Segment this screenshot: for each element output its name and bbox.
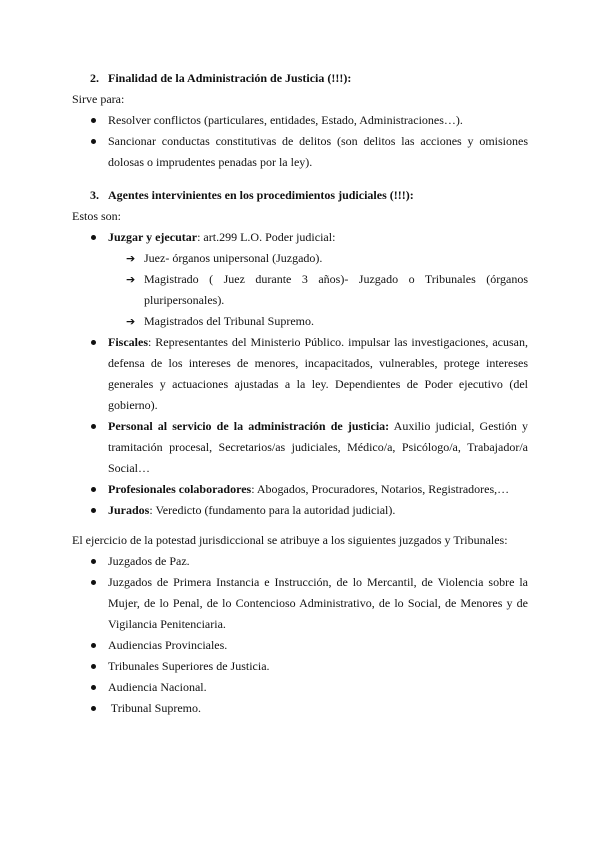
document-body — [72, 68, 528, 719]
list-item: Profesionales colaboradores: Abogados, Procuradores, Notarios, Registradores,… — [72, 479, 528, 500]
list-item: Audiencia Nacional. — [72, 677, 528, 698]
bullet-dot-icon — [91, 685, 96, 690]
bullet-dot-icon — [91, 643, 96, 648]
bullet-dot-icon — [91, 559, 96, 564]
bullet-dot-icon — [91, 118, 96, 123]
section-2-list — [72, 110, 528, 173]
section-3-title: Agentes intervinientes en los procedimientos judiciales (!!!): — [108, 188, 414, 202]
item-label: Personal al servicio de la administración de justicia: — [108, 419, 390, 433]
arrow-right-icon: ➔ — [126, 273, 136, 286]
section-2-title: Finalidad de la Administración de Justicia (!!!): — [108, 71, 352, 85]
list-item: Fiscales: Representantes del Ministerio Público. impulsar las investigaciones, acusan, defensa de los intereses de menores, incapacitados, vulnerables, protege intereses generales y actuaciones ajustadas a la ley. Dependientes de Poder ejecutivo (del gobierno). — [72, 332, 528, 416]
list-item: Resolver conflictos (particulares, entidades, Estado, Administraciones…). — [72, 110, 528, 131]
bullet-dot-icon — [91, 340, 96, 345]
list-item: Personal al servicio de la administración de justicia: Auxilio judicial, Gestión y tramitación procesal, Secretarios/as judiciales, Médico/a, Psicólogo/a, Trabajador/a Social… — [72, 416, 528, 479]
section-3-intro: Estos son: — [72, 209, 122, 223]
bullet-dot-icon — [91, 706, 96, 711]
arrow-right-icon: ➔ — [126, 252, 136, 265]
item-label: Profesionales colaboradores — [108, 482, 252, 496]
arrow-right-icon: ➔ — [126, 315, 136, 328]
list-item: Tribunal Supremo. — [72, 698, 528, 719]
sub-list-item: ➔ Juez- órganos unipersonal (Juzgado). — [72, 248, 528, 269]
list-item: Tribunales Superiores de Justicia. — [72, 656, 528, 677]
section-2-number: 2. — [90, 71, 99, 85]
bullet-dot-icon — [91, 508, 96, 513]
sub-list — [72, 248, 528, 332]
list-item: Juzgados de Primera Instancia e Instrucción, de lo Mercantil, de Violencia sobre la Mujer, de lo Penal, de lo Contencioso Administrativo, de lo Social, de Menores y de Vigilancia Penitenciaria. — [72, 572, 528, 635]
list-item: Audiencias Provinciales. — [72, 635, 528, 656]
section-2-intro: Sirve para: — [72, 92, 125, 106]
item-label: Fiscales — [108, 335, 148, 349]
list-item: Juzgados de Paz. — [72, 551, 528, 572]
bullet-dot-icon — [91, 664, 96, 669]
list-item: Jurados: Veredicto (fundamento para la autoridad judicial). — [72, 500, 528, 521]
bullet-dot-icon — [91, 139, 96, 144]
item-label: Jurados — [108, 503, 150, 517]
bullet-dot-icon — [91, 580, 96, 585]
section-3-number: 3. — [90, 188, 99, 202]
list-item: Sancionar conductas constitutivas de delitos (son delitos las acciones y omisiones dolosas o imprudentes penadas por la ley). — [72, 131, 528, 173]
sub-list-item: ➔ Magistrado ( Juez durante 3 años)- Juzgado o Tribunales (órganos pluripersonales). — [72, 269, 528, 311]
section-3-heading — [72, 185, 528, 206]
bullet-dot-icon — [91, 487, 96, 492]
courts-list — [72, 551, 528, 719]
sub-list-item: ➔ Magistrados del Tribunal Supremo. — [72, 311, 528, 332]
item-label: Juzgar y ejecutar — [108, 230, 198, 244]
bullet-dot-icon — [91, 424, 96, 429]
section-2-heading — [72, 68, 528, 89]
list-item: Juzgar y ejecutar: art.299 L.O. Poder judicial: ➔ Juez- órganos unipersonal (Juzgado). ➔ Magistrado ( Juez durante 3 años)- Juzgado o Tribunales (órganos pluripersonales). ➔ Magistrados del Tribunal Supremo. — [72, 227, 528, 332]
courts-intro: El ejercicio de la potestad jurisdiccional se atribuye a los siguientes juzgados y Tribunales: — [72, 533, 508, 547]
bullet-dot-icon — [91, 235, 96, 240]
section-3-list — [72, 227, 528, 521]
